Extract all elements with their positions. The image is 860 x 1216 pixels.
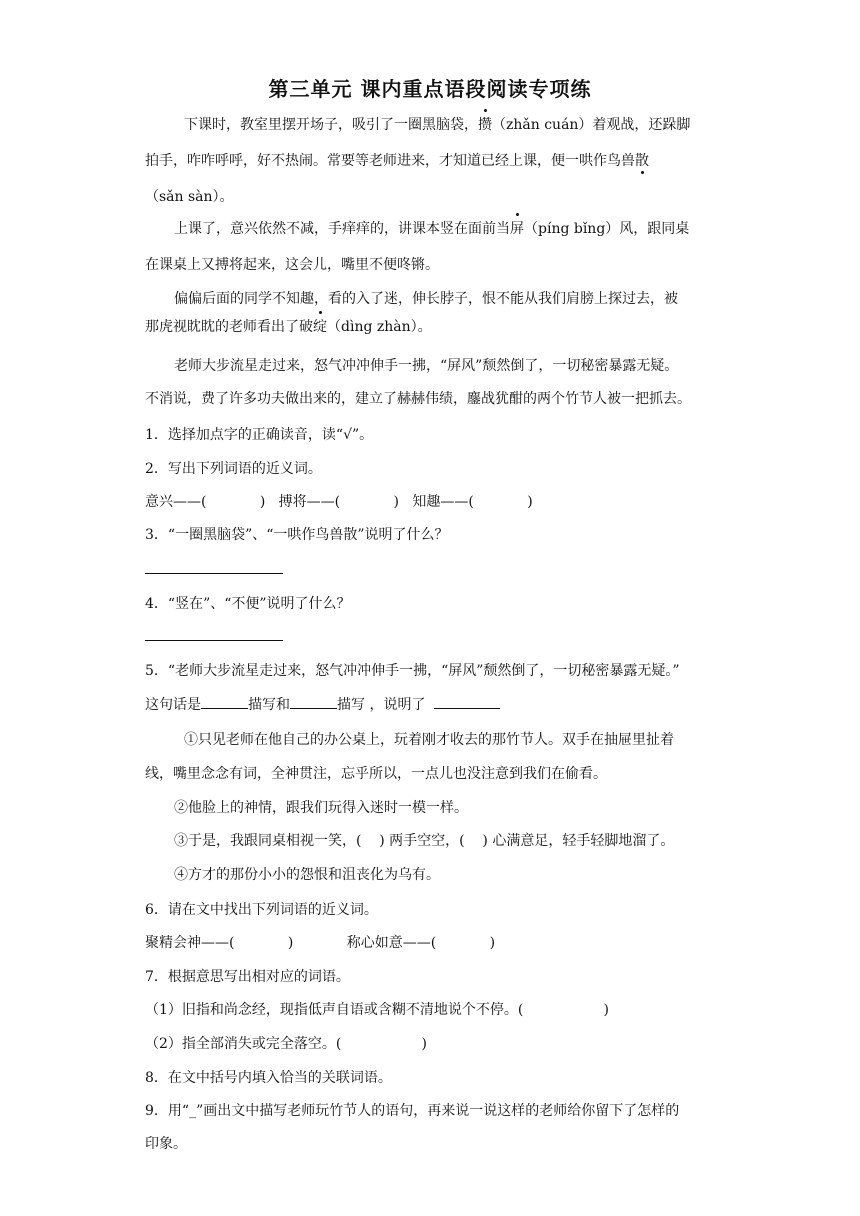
question-4: 4．“竖在”、“不便”说明了什么？: [145, 596, 351, 612]
passage-p2-line1: [174, 218, 689, 238]
passage-text: （dìng zhàn）。: [327, 319, 432, 335]
passage-p3-line1: 偏偏后面的同学不知趣，看的入了迷，伸长脖子，恨不能从我们肩膀上探过去，被: [174, 291, 678, 307]
excerpt-4: ④方才的那份小小的怨恨和沮丧化为乌有。: [174, 867, 440, 883]
dotted-character: 绽: [313, 316, 327, 336]
question-6: 6．请在文中找出下列词语的近义词。: [145, 902, 378, 918]
question-7: 7．根据意思写出相对应的词语。: [145, 969, 350, 985]
passage-p1-line2: [145, 150, 649, 170]
question-text: 这句话是: [145, 697, 201, 713]
passage-p1-line1: [184, 114, 690, 134]
question-9: 9．用“_”画出文中描写老师玩竹节人的语句，再来说一说这样的老师给你留下了怎样的: [145, 1103, 680, 1119]
question-text: 描写 ，说明了: [337, 697, 426, 713]
question-5: 5．“老师大步流星走过来，怒气冲冲伸手一拂，“屏风”颓然倒了，一切秘密暴露无疑。”: [145, 663, 680, 679]
question-3: 3．“一圈黑脑袋”、“一哄作鸟兽散”说明了什么？: [145, 527, 449, 543]
question-8: 8．在文中括号内填入恰当的关联词语。: [145, 1070, 392, 1086]
question-2-blanks[interactable]: 意兴——( ) 搏将——( ) 知趣——( ): [145, 494, 533, 510]
excerpt-2: ②他脸上的神情，跟我们玩得入迷时一模一样。: [174, 800, 468, 816]
dotted-character: 屏: [510, 218, 524, 238]
dotted-character: 散: [635, 150, 649, 170]
blank-line[interactable]: [290, 694, 337, 709]
passage-text: 上课了，意兴依然不减，手痒痒的，讲课本竖在面前当: [174, 221, 510, 237]
blank-line[interactable]: [434, 694, 500, 709]
question-7-2[interactable]: （2）指全部消失或完全落空。( ): [145, 1036, 427, 1052]
passage-text: （zhǎn cuán）着观战，还跺脚: [492, 117, 691, 133]
passage-text: 下课时，教室里摆开场子，吸引了一圈黑脑袋，: [184, 117, 478, 133]
question-6-blanks[interactable]: 聚精会神——( ) 称心如意——( ): [145, 935, 496, 951]
passage-text: 拍手，咋咋呼呼，好不热闹。常要等老师进来，才知道已经上课，便一哄作鸟兽: [145, 153, 635, 169]
blank-line[interactable]: [201, 694, 248, 709]
page-title: 第三单元 课内重点语段阅读专项练: [268, 77, 592, 101]
passage-p2-line2: 在课桌上又搏将起来，这会儿，嘴里不便咚锵。: [145, 257, 439, 273]
excerpt-3[interactable]: ③于是，我跟同桌相视一笑，( ) 两手空空，( ) 心满意足，轻手轻脚地溜了。: [174, 833, 675, 849]
question-2: 2．写出下列词语的近义词。: [145, 461, 322, 477]
excerpt-1-line2: 线，嘴里念念有词，全神贯注，忘乎所以，一点儿也没注意到我们在偷看。: [145, 766, 607, 782]
passage-p1-line3: （sǎn sàn）。: [145, 189, 234, 205]
question-5-blanks: [145, 694, 500, 714]
passage-p3-line2: [145, 316, 432, 336]
question-text: 描写和: [248, 697, 290, 713]
question-9-line2: 印象。: [145, 1136, 187, 1152]
passage-text: （píng bǐng）风，跟同桌: [524, 221, 690, 237]
passage-p4-line2: 不消说，费了许多功夫做出来的，建立了赫赫伟绩，鏖战犹酣的两个竹节人被一把抓去。: [145, 391, 691, 407]
dotted-character: 攒: [478, 114, 492, 134]
answer-line-q4[interactable]: [145, 640, 283, 641]
question-1: 1．选择加点字的正确读音，读“√”。: [145, 427, 374, 443]
passage-p4-line1: 老师大步流星走过来，怒气冲冲伸手一拂，“屏风”颓然倒了，一切秘密暴露无疑。: [174, 358, 679, 374]
excerpt-1-line1: ①只见老师在他自己的办公桌上，玩着刚才收去的那竹节人。双手在抽屉里扯着: [184, 732, 674, 748]
question-7-1[interactable]: （1）旧指和尚念经，现指低声自语或含糊不清地说个不停。( ): [145, 1002, 609, 1018]
answer-line-q3[interactable]: [145, 573, 283, 574]
passage-text: 那虎视眈眈的老师看出了破: [145, 319, 313, 335]
